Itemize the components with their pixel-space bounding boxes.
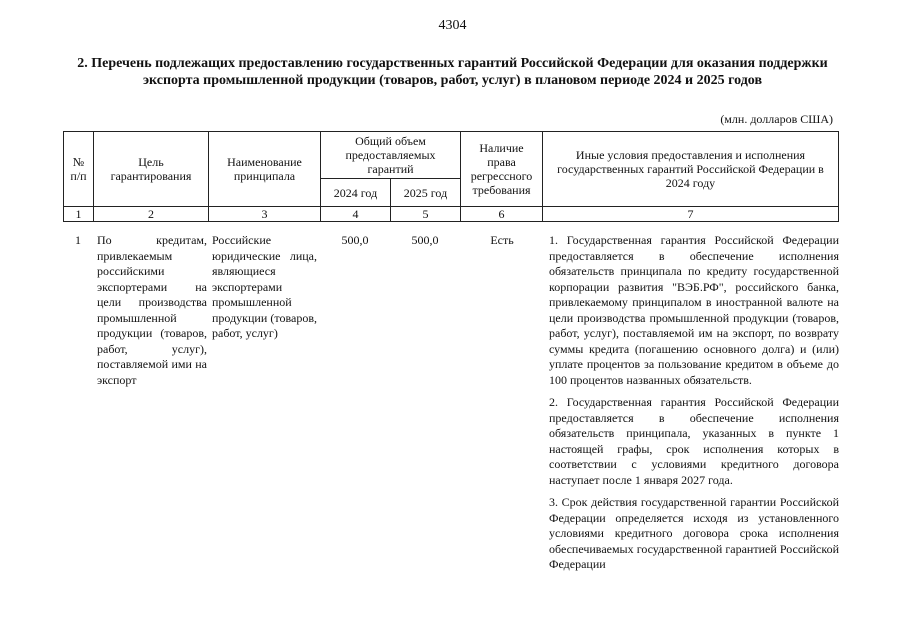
- column-number: 7: [543, 207, 839, 222]
- column-number: 6: [461, 207, 543, 222]
- header-table: [63, 131, 839, 222]
- condition-paragraph: 3. Срок действия государственной гарантии Российской Федерации определяется исходя из установленного условиями кредитного договора срока исполнения обеспечиваемых государственной гарантией Российской Федерации: [549, 495, 839, 571]
- document-title: 2. Перечень подлежащих предоставлению государственных гарантий Российской Федерации для оказания поддержки экспорта промышленной продукции (товаров, работ, услуг) в плановом периоде 2024 и 2025 годов: [77, 56, 828, 88]
- column-number: 5: [391, 207, 461, 222]
- header-num: № п/п: [64, 132, 94, 207]
- row-value-2024: 500,0: [341, 233, 369, 247]
- row-number: 1: [75, 233, 81, 247]
- row-purpose: По кредитам, привлекаемым российскими экспортерами на цели производства промышленной продукции (товаров, работ, услуг), поставляемой ими на экспорт: [97, 233, 207, 387]
- header-year-2025: 2025 год: [391, 179, 461, 207]
- header-purpose: Цель гарантирования: [94, 132, 209, 207]
- column-number: 2: [94, 207, 209, 222]
- row-principal: Российские юридические лица, являющиеся экспортерами промышленной продукции (товаров, работ, услуг): [212, 233, 317, 340]
- condition-paragraph: 1. Государственная гарантия Российской Федерации предоставляется в обеспечение исполнения обязательств принципала по кредиту государственной корпорации развития "ВЭБ.РФ", российского банка, привлекаемому принципалом в иностранной валюте на цели производства промышленной продукции (товаров, работ, услуг), поставляемой им на экспорт, по возврату суммы кредита (погашению основного долга) и (или) уплате процентов за пользование кредитом в объеме до 100 процентов названных обязательств.: [549, 233, 839, 387]
- header-principal: Наименование принципала: [209, 132, 321, 207]
- column-number: 3: [209, 207, 321, 222]
- page-number: 4304: [438, 18, 467, 33]
- row-value-2025: 500,0: [411, 233, 439, 247]
- header-other-conditions: Иные условия предоставления и исполнения государственных гарантий Российской Федерации в 2024 году: [543, 132, 839, 207]
- header-regress: Наличие права регрессного требования: [461, 132, 543, 207]
- row-regress: Есть: [490, 233, 514, 247]
- units-note: (млн. долларов США): [720, 112, 833, 126]
- header-year-2024: 2024 год: [321, 179, 391, 207]
- header-volume: Общий объем предоставляемых гарантий: [321, 132, 461, 179]
- row-other-conditions: [549, 233, 839, 580]
- column-number: 1: [64, 207, 94, 222]
- column-number: 4: [321, 207, 391, 222]
- condition-paragraph: 2. Государственная гарантия Российской Федерации предоставляется в обеспечение исполнения обязательств принципала, указанных в пункте 1 настоящей графы, срок исполнения которых в соответствии с условиями кредитного договора наступает после 1 января 2027 года.: [549, 395, 839, 487]
